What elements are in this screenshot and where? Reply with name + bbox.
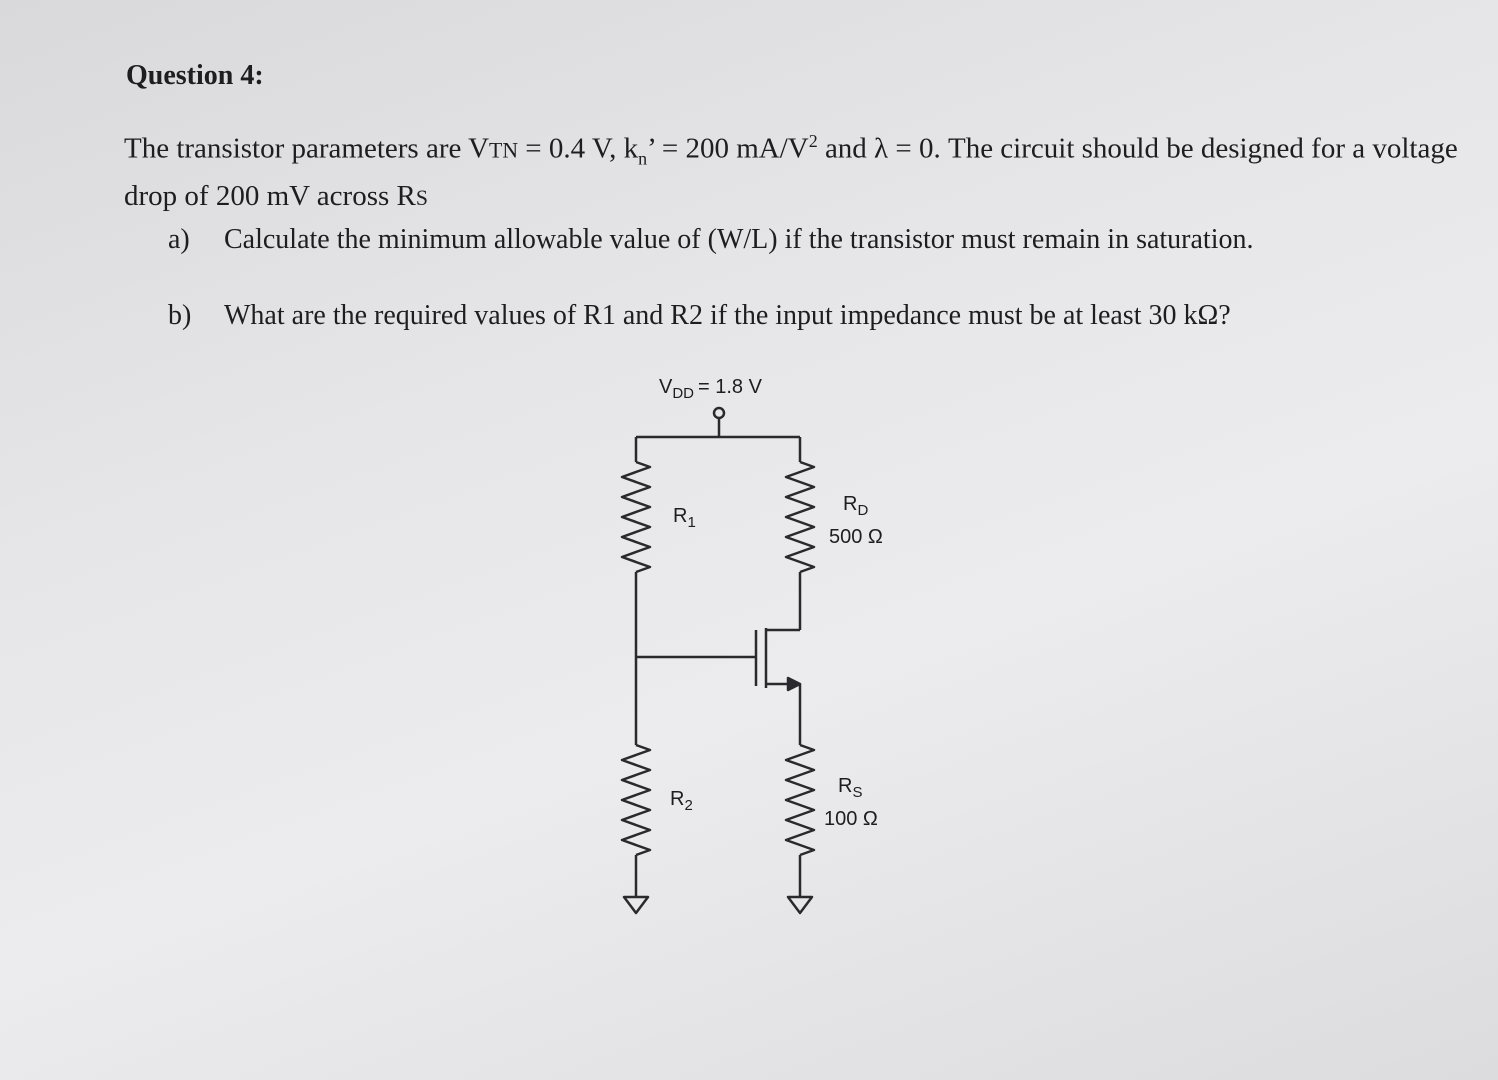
r1-resistor [622,462,650,572]
r2-resistor [622,745,650,855]
part-a-text: Calculate the minimum allowable value of (W/L) if the transistor must remain in saturation. [224,224,1254,255]
question-intro: The transistor parameters are VTN = 0.4 V, $k_n$’ = 200 $mA/V^2$ and λ = 0. The circuit should be designed for a voltage drop of 200 mV across RS [124,131,1458,213]
r2-label: $R_2$ [670,788,693,814]
question-title: Question 4: [126,60,264,91]
rs-value: 100 Ω [824,808,878,830]
r1-label: $R_1$ [673,505,696,531]
rs-resistor [786,745,814,855]
vdd-label: $V_{DD} = 1.8$ V [659,376,762,402]
part-a-label: a) [168,224,190,255]
part-b-text: What are the required values of R1 and R2 if the input impedance must be at least 30 kΩ? [224,300,1231,331]
part-b-label: b) [168,300,192,331]
rd-value: 500 Ω [829,526,883,548]
source-arrow-icon [788,678,800,690]
rd-label: $R_D$ [843,493,869,519]
vdd-terminal [714,408,724,418]
rs-label: $R_S$ [838,775,863,801]
ground-left-icon [624,897,648,913]
rd-resistor [786,462,814,572]
ground-right-icon [788,897,812,913]
